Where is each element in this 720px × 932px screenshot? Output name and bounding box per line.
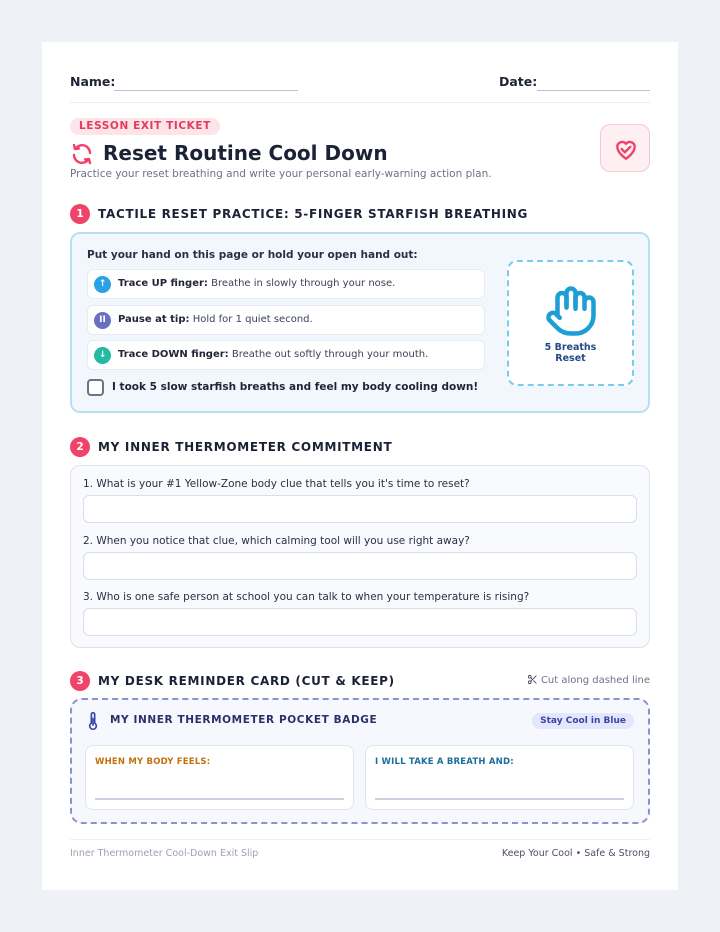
breaths-reset-card xyxy=(507,260,634,386)
page-subtitle: Practice your reset breathing and write your personal early-warning action plan. xyxy=(70,168,492,180)
scissors-icon xyxy=(527,674,538,685)
section-title: MY DESK REMINDER CARD (CUT & KEEP) xyxy=(98,674,395,688)
name-date-row xyxy=(70,72,650,94)
question-2-input[interactable] xyxy=(83,552,637,580)
lesson-badge: LESSON EXIT TICKET xyxy=(70,118,220,135)
question-3-label: 3. Who is one safe person at school you can talk to when your temperature is rising? xyxy=(83,591,530,603)
date-label: Date: xyxy=(499,74,538,89)
practice-intro: Put your hand on this page or hold your open hand out: xyxy=(87,249,418,261)
exit-ticket-sheet xyxy=(42,42,678,890)
question-1-input[interactable] xyxy=(83,495,637,523)
take-breath-label: I WILL TAKE A BREATH AND: xyxy=(375,757,514,767)
pocket-badge-card xyxy=(70,698,650,824)
heart-icon xyxy=(613,136,639,162)
section-number: 1 xyxy=(70,204,90,224)
step-pause xyxy=(87,305,485,335)
section-title: MY INNER THERMOMETER COMMITMENT xyxy=(98,440,393,454)
hand-icon xyxy=(544,284,598,338)
refresh-icon xyxy=(70,142,96,166)
body-feels-label: WHEN MY BODY FEELS: xyxy=(95,757,211,767)
body-feels-line[interactable] xyxy=(95,798,344,800)
page-title: Reset Routine Cool Down xyxy=(103,141,388,165)
section-title: TACTILE RESET PRACTICE: 5-FINGER STARFISH BREATHING xyxy=(98,207,529,221)
pause-icon: II xyxy=(94,312,111,329)
footer-right: Keep Your Cool • Safe & Strong xyxy=(501,848,650,859)
step-label: Trace DOWN finger: xyxy=(118,349,229,360)
section-number: 3 xyxy=(70,671,90,691)
checkbox-label: I took 5 slow starfish breaths and feel my body cooling down! xyxy=(112,381,479,393)
date-field[interactable] xyxy=(537,90,650,91)
cut-note xyxy=(527,674,650,686)
thermometer-icon xyxy=(86,711,100,735)
header-divider xyxy=(70,102,650,103)
arrow-down-icon: ↓ xyxy=(94,347,111,364)
commitment-box xyxy=(70,465,650,648)
step-label: Pause at tip: xyxy=(118,314,190,325)
arrow-up-icon: ↑ xyxy=(94,276,111,293)
question-2-label: 2. When you notice that clue, which calming tool will you use right away? xyxy=(83,535,470,547)
name-field[interactable] xyxy=(114,90,298,91)
card-label-line1: 5 Breaths xyxy=(544,342,597,353)
cut-note-text: Cut along dashed line xyxy=(540,675,650,686)
step-text: Breathe in slowly through your nose. xyxy=(207,278,396,289)
footer-divider xyxy=(70,839,650,840)
name-label: Name: xyxy=(70,74,116,89)
breathing-practice-box xyxy=(70,232,650,413)
heart-logo xyxy=(600,124,650,172)
footer-left: Inner Thermometer Cool-Down Exit Slip xyxy=(70,848,259,859)
question-1-label: 1. What is your #1 Yellow-Zone body clue that tells you it's time to reset? xyxy=(83,478,470,490)
body-feels-card xyxy=(85,745,354,810)
step-label: Trace UP finger: xyxy=(118,278,208,289)
take-breath-card xyxy=(365,745,634,810)
badge-title: MY INNER THERMOMETER POCKET BADGE xyxy=(110,714,378,726)
step-trace-up xyxy=(87,269,485,299)
question-3-input[interactable] xyxy=(83,608,637,636)
step-trace-down xyxy=(87,340,485,370)
stay-cool-pill: Stay Cool in Blue xyxy=(532,713,634,729)
section-number: 2 xyxy=(70,437,90,457)
step-text: Hold for 1 quiet second. xyxy=(189,314,313,325)
step-text: Breathe out softly through your mouth. xyxy=(228,349,429,360)
card-label-line2: Reset xyxy=(555,353,586,364)
breaths-checkbox[interactable] xyxy=(87,379,104,396)
take-breath-line[interactable] xyxy=(375,798,624,800)
